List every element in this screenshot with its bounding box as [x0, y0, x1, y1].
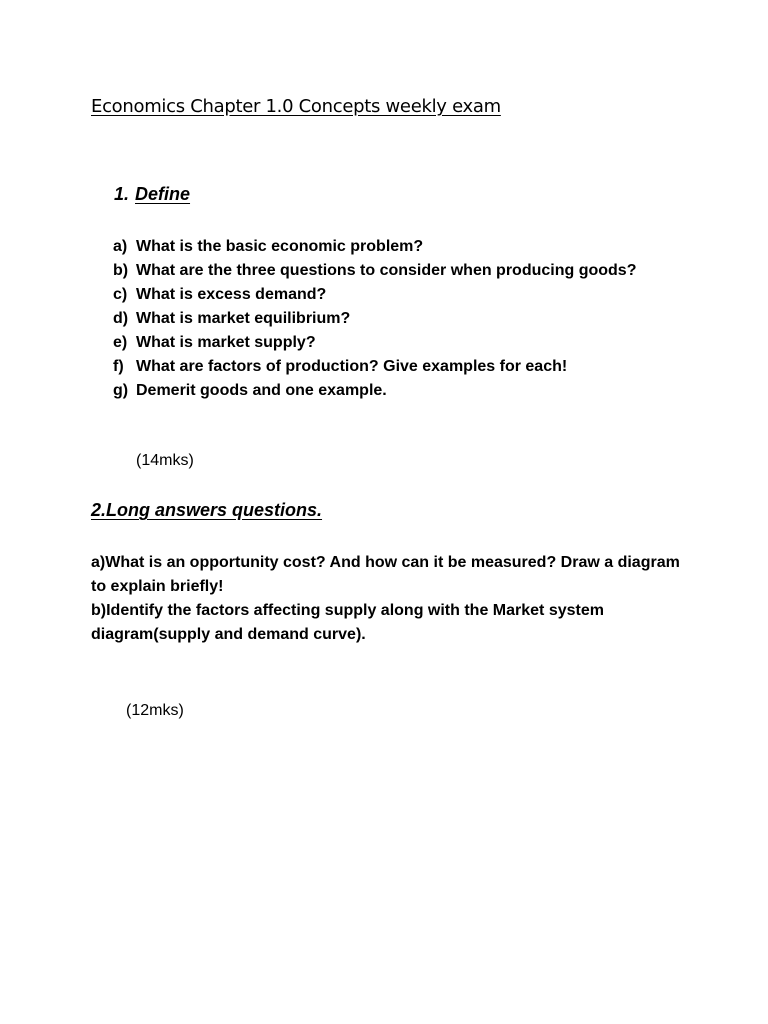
question-marker: c) — [113, 286, 128, 303]
list-item — [113, 259, 673, 283]
question-text: What is excess demand? — [136, 286, 327, 303]
list-item — [113, 307, 673, 331]
question-marker: a) — [113, 238, 128, 255]
list-item — [113, 283, 673, 307]
page-title: Economics Chapter 1.0 Concepts weekly exam — [91, 96, 501, 117]
list-item — [113, 379, 673, 403]
list-item — [113, 355, 673, 379]
question-text: What are the three questions to consider when producing goods? — [136, 262, 637, 279]
long-question-a: a)What is an opportunity cost? And how can it be measured? Draw a diagram to explain briefly! — [91, 554, 680, 595]
long-question-block — [91, 551, 691, 647]
define-question-list — [113, 235, 673, 403]
section-2-marks: (12mks) — [126, 702, 184, 719]
question-text: What are factors of production? Give examples for each! — [136, 358, 568, 375]
long-question-b: b)Identify the factors affecting supply along with the Market system diagram(supply and demand curve). — [91, 602, 604, 643]
question-text: Demerit goods and one example. — [136, 382, 387, 399]
section-2-heading: 2.Long answers questions. — [91, 500, 323, 520]
section-1-heading — [114, 184, 190, 205]
section-1-heading-text: Define — [135, 184, 191, 204]
question-marker: g) — [113, 382, 129, 399]
question-text: What is market supply? — [136, 334, 316, 351]
question-marker: f) — [113, 358, 124, 375]
question-text: What is the basic economic problem? — [136, 238, 424, 255]
list-item — [113, 331, 673, 355]
question-text: What is market equilibrium? — [136, 310, 351, 327]
question-marker: b) — [113, 262, 129, 279]
section-1-number: 1. — [114, 184, 130, 204]
question-marker: e) — [113, 334, 128, 351]
list-item — [113, 235, 673, 259]
section-1-marks: (14mks) — [136, 452, 194, 469]
question-marker: d) — [113, 310, 129, 327]
